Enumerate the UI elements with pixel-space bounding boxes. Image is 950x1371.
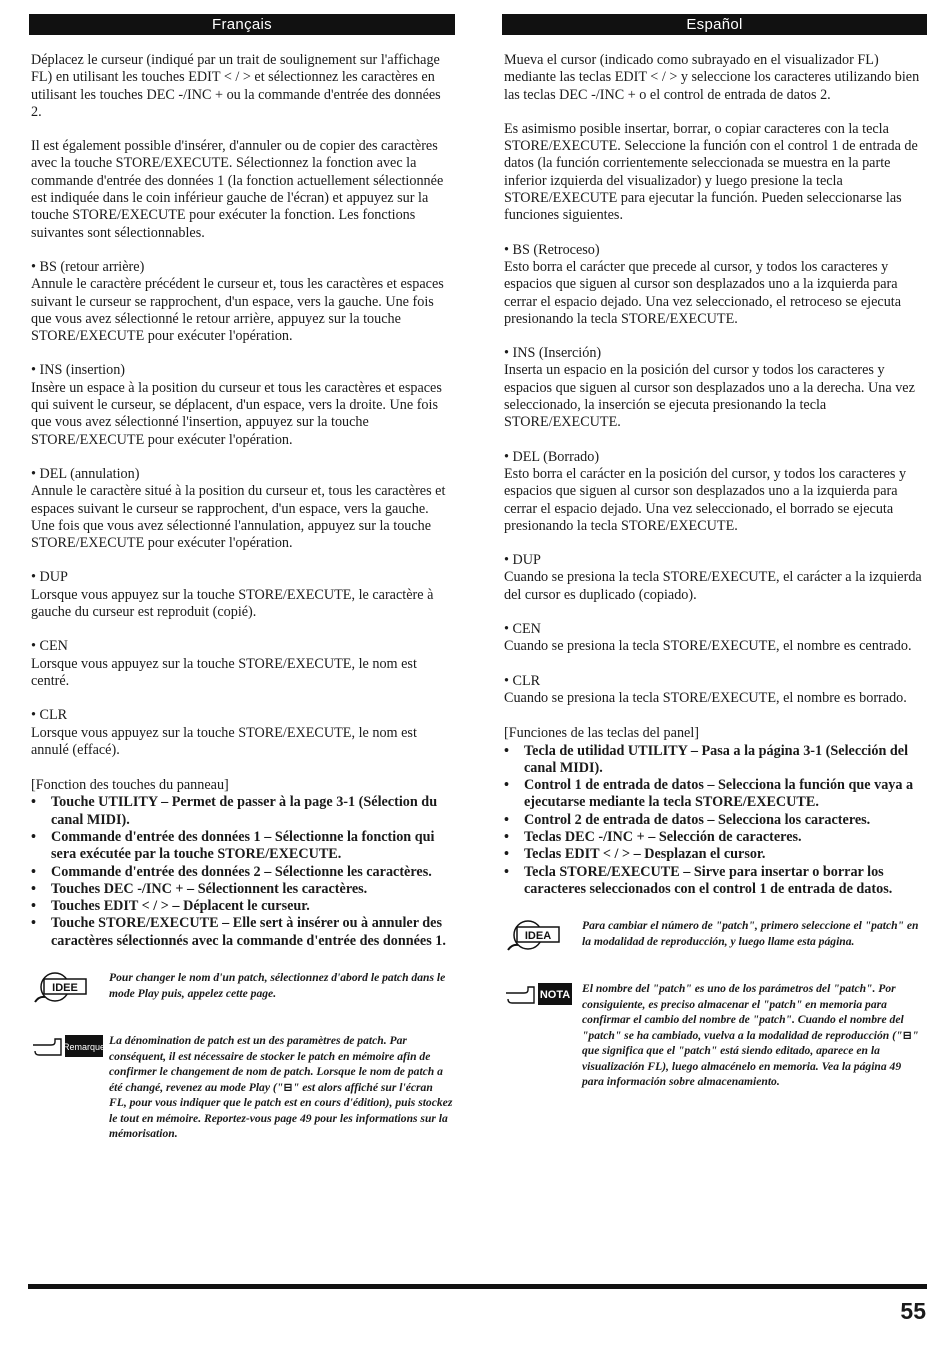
french-idea-note <box>31 970 453 1009</box>
nota-icon-label: NOTA <box>539 989 571 1002</box>
french-remark-note <box>31 1033 453 1142</box>
french-section-bs-title: • BS (retour arrière) <box>31 258 145 275</box>
french-section-cen-title: • CEN <box>31 638 68 655</box>
french-section-ins-text: Insère un espace à la position du curseur et tous les caractères et espaces qui suivent le curseur, se déplacent, d'un espace, vers la droite. Une fois que vous avez sélectionné l'insertion, appuyez sur la touche STORE/EXECUTE pour exécuter l'opération. <box>31 379 442 448</box>
list-item: • Commande d'entrée des données 1 – Sélectionne la fonction qui sera exécutée par la touche STORE/EXECUTE. <box>31 829 453 864</box>
french-section-dup-title: • DUP <box>31 569 68 586</box>
spanish-nota-text: El nombre del "patch" es uno de los parámetros del "patch". Por consiguiente, es preciso almacenar el "patch" en memoria para confirmar el cambio del nombre de "patch". Cuando el nombre del "patch" se ha cambiado, vuelva a la modalidad de reproducción ("⊟" que significa que el "patch" está siendo editado, aparece en la visualización FL), luego almacénelo en memoria. Vea la página 49 para información sobre almacenamiento. <box>582 982 919 1089</box>
spanish-panel-title: [Funciones de las teclas del panel] <box>504 725 700 742</box>
list-item: • Control 1 de entrada de datos – Selecciona la función que vaya a ejecutarse mediante la tecla STORE/EXECUTE. <box>504 777 925 812</box>
french-remark-text: La dénomination de patch est un des paramètres de patch. Par conséquent, il est nécessaire de stocker le patch en mémoire afin de confirmer le changement de nom de patch. Lorsque le nom de patch a été changé, revenez au mode Play ("⊟" est alors affiché sur l'écran FL, pour vous indiquer que le patch est en cours d'édition), puis stockez le tout en mémoire. Reportez-vous page 49 pour les informations sur la mémorisation. <box>109 1034 453 1141</box>
list-item: • Teclas DEC -/INC + – Selección de caracteres. <box>504 829 925 846</box>
french-section-dup-text: Lorsque vous appuyez sur la touche STORE/EXECUTE, le caractère à gauche du curseur est reproduit (copié). <box>31 586 434 621</box>
french-body <box>29 52 455 1142</box>
french-section-clr-text: Lorsque vous appuyez sur la touche STORE/EXECUTE, le nom est annulé (effacé). <box>31 724 417 758</box>
spanish-idea-text: Para cambiar el número de "patch", primero seleccione el "patch" en la modalidad de reproducción, y luego llame esta página. <box>582 919 919 948</box>
spanish-body <box>502 52 927 1090</box>
spanish-column <box>502 14 927 1090</box>
french-column <box>29 14 455 1142</box>
list-item: • Tecla STORE/EXECUTE – Sirve para insertar o borrar los caracteres seleccionados con el control 1 de entrada de datos. <box>504 864 925 899</box>
idea-icon-label: IDEA <box>524 930 552 943</box>
french-header: Français <box>29 14 455 35</box>
spanish-panel-list <box>504 743 925 899</box>
spanish-section-clr-text: Cuando se presiona la tecla STORE/EXECUTE, el nombre es borrado. <box>504 689 907 706</box>
french-section-cen-text: Lorsque vous appuyez sur la touche STORE/EXECUTE, le nom est centré. <box>31 655 417 689</box>
pointing-hand-icon <box>31 1033 109 1142</box>
idea-icon-label: IDEE <box>52 982 78 995</box>
list-item: • Touche STORE/EXECUTE – Elle sert à insérer ou à annuler des caractères sélectionnés avec la commande d'entrée des données 1. <box>31 915 453 950</box>
french-panel-list <box>31 794 453 950</box>
page-number: 55 <box>900 1298 926 1324</box>
french-panel-title: [Fonction des touches du panneau] <box>31 777 229 794</box>
french-intro-paragraph-1: Déplacez le curseur (indiqué par un trait de soulignement sur l'affichage FL) en utilisant les touches EDIT < / > et sélectionnez les caractères en utilisant les touches DEC -/INC + ou la commande d'entrée des données 2. <box>31 52 441 120</box>
spanish-idea-note <box>504 918 925 957</box>
french-intro-paragraph-2: Il est également possible d'insérer, d'annuler ou de copier des caractères avec la touche STORE/EXECUTE. Sélectionnez la fonction avec la commande d'entrée des données 1 (la fonction actuellement sélectionnée est indiquée dans le coin inférieur gauche de l'écran) et appuyez sur la touche STORE/EXECUTE pour exécuter la fonction. Les fonctions suivantes sont sélectionnables. <box>31 138 444 241</box>
french-section-clr-title: • CLR <box>31 707 68 724</box>
spanish-section-del-title: • DEL (Borrado) <box>504 448 600 465</box>
idea-icon <box>504 918 582 957</box>
spanish-section-dup-text: Cuando se presiona la tecla STORE/EXECUTE, el carácter a la izquierda del cursor es duplicado (copiado). <box>504 569 922 603</box>
spanish-section-ins-text: Inserta un espacio en la posición del cursor y todos los caracteres y espacios que siguen al cursor son desplazados uno a la derecha. Una vez seleccionado, la inserción se ejecuta presionando la tecla STORE/EXECUTE. <box>504 362 915 431</box>
french-section-bs-text: Annule le caractère précédent le curseur et, tous les caractères et espaces suivant le curseur se rapprochent, d'un espace, vers la gauche. Une fois que vous avez sélectionné le retour arrière, appuyez sur la touche STORE/EXECUTE pour exécuter l'opération. <box>31 276 444 345</box>
french-idea-text: Pour changer le nom d'un patch, sélectionnez d'abord le patch dans le mode Play puis, appelez cette page. <box>109 971 446 1000</box>
spanish-section-bs-title: • BS (Retroceso) <box>504 241 600 258</box>
list-item: • Tecla de utilidad UTILITY – Pasa a la página 3-1 (Selección del canal MIDI). <box>504 743 925 778</box>
spanish-section-cen-title: • CEN <box>504 621 541 638</box>
spanish-intro-paragraph-1: Mueva el cursor (indicado como subrayado en el visualizador FL) mediante las teclas EDIT < / > y seleccione los caracteres utilizando bien las teclas DEC -/INC + o el control de entrada de datos 2. <box>504 52 920 103</box>
pointing-hand-icon <box>504 981 582 1090</box>
list-item: • Touches DEC -/INC + – Sélectionnent les caractères. <box>31 881 453 898</box>
spanish-section-bs-text: Esto borra el carácter que precede al cursor, y todos los caracteres y espacios que siguen al cursor son desplazados uno a la izquierda para cerrar el espacio dejado. Una vez seleccionado, el retroceso se ejecuta presionando la tecla STORE/EXECUTE. <box>504 258 902 327</box>
footer-rule <box>28 1284 927 1289</box>
list-item: • Control 2 de entrada de datos – Selecciona los caracteres. <box>504 812 925 829</box>
idea-icon <box>31 970 109 1009</box>
spanish-header: Español <box>502 14 927 35</box>
french-section-del-title: • DEL (annulation) <box>31 465 140 482</box>
spanish-nota-note <box>504 981 925 1090</box>
spanish-section-dup-title: • DUP <box>504 552 541 569</box>
list-item: • Touche UTILITY – Permet de passer à la page 3-1 (Sélection du canal MIDI). <box>31 794 453 829</box>
remark-icon-label: Remarque <box>62 1042 105 1053</box>
spanish-intro-paragraph-2: Es asimismo posible insertar, borrar, o copiar caracteres con la tecla STORE/EXECUTE. Seleccione la función con el control 1 de entrada de datos (la función corrientemente seleccionada se muestra en la parte inferior izquierda del visualizador) y luego presione la tecla STORE/EXECUTE para ejecutar la función. Pueden seleccionarse las funciones siguientes. <box>504 120 918 224</box>
spanish-section-clr-title: • CLR <box>504 672 541 689</box>
french-section-ins-title: • INS (insertion) <box>31 362 126 379</box>
list-item: • Touches EDIT < / > – Déplacent le curseur. <box>31 898 453 915</box>
list-item: • Commande d'entrée des données 2 – Sélectionne les caractères. <box>31 864 453 881</box>
spanish-section-cen-text: Cuando se presiona la tecla STORE/EXECUTE, el nombre es centrado. <box>504 638 912 655</box>
list-item: • Teclas EDIT < / > – Desplazan el cursor. <box>504 846 925 863</box>
spanish-section-ins-title: • INS (Inserción) <box>504 345 602 362</box>
french-section-del-text: Annule le caractère situé à la position du curseur et, tous les caractères et espaces suivant le curseur se rapprochent, d'un espace, vers la gauche. Une fois que vous avez sélectionné l'annulation, appuyez sur la touche STORE/EXECUTE pour exécuter l'opération. <box>31 483 446 552</box>
spanish-section-del-text: Esto borra el carácter en la posición del cursor, y todos los caracteres y espacios que siguen al cursor son desplazados uno a la izquierda para cerrar el espacio dejado. Una vez seleccionado, el borrado se ejecuta presionando la tecla STORE/EXECUTE. <box>504 465 907 534</box>
